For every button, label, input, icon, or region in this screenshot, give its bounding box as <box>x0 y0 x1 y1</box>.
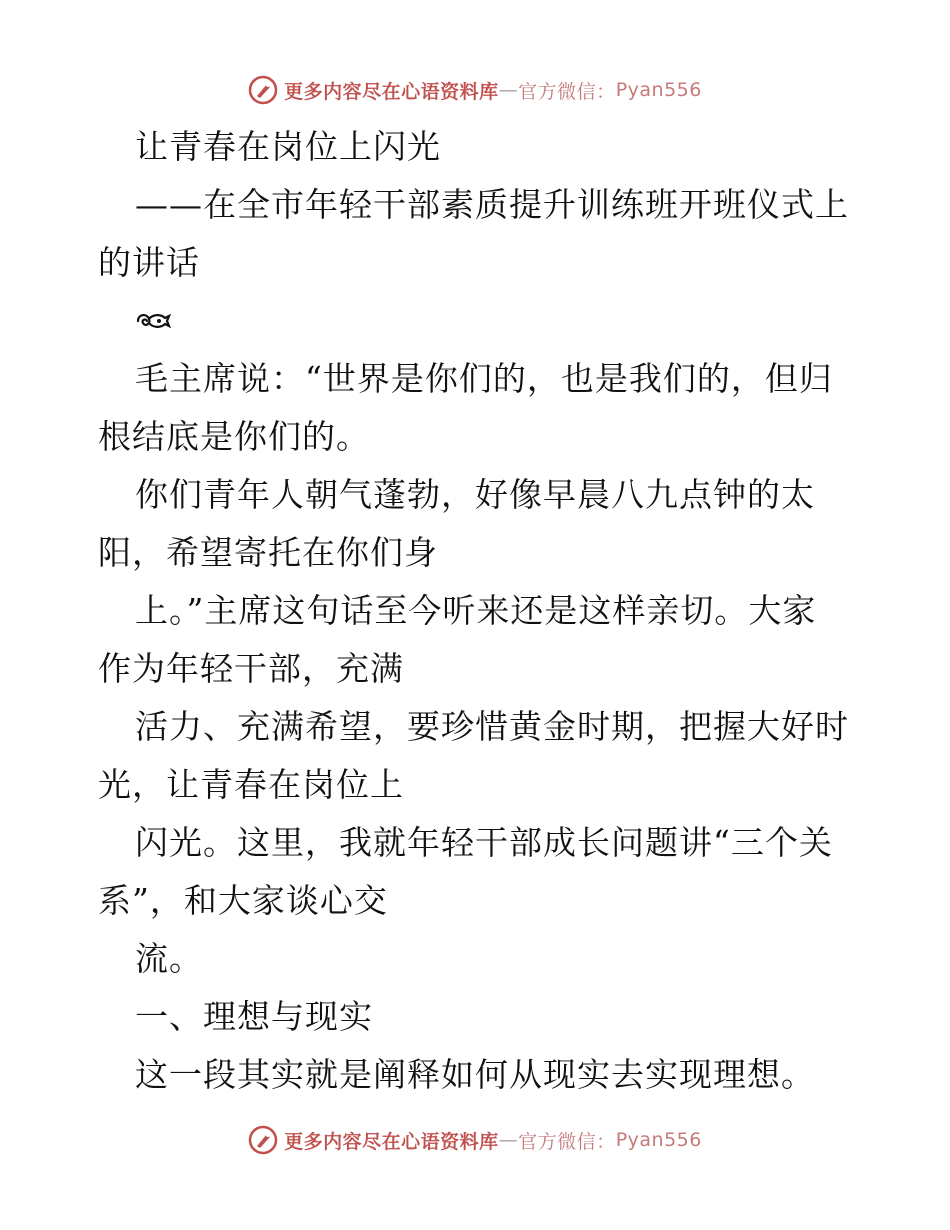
watermark-site-text: 更多内容尽在心语资料库 <box>284 80 499 103</box>
paragraph-line: 流。 <box>135 939 203 978</box>
paragraph-line: 根结底是你们的。 <box>98 417 370 456</box>
pen-nib-logo-icon <box>248 1125 278 1155</box>
paragraph-line: 作为年轻干部，充满 <box>98 649 404 688</box>
pen-nib-logo-icon <box>248 75 278 105</box>
watermark-handle: Pyan556 <box>615 1129 702 1151</box>
document-subtitle-line2: 的讲话 <box>98 243 200 282</box>
fleuron-icon <box>135 310 171 332</box>
document-subtitle-line1: ——在全市年轻干部素质提升训练班开班仪式上 <box>135 185 849 224</box>
watermark-separator: — <box>498 1129 519 1151</box>
paragraph-line: 系”，和大家谈心交 <box>98 881 388 920</box>
paragraph-line: 活力、充满希望，要珍惜黄金时期，把握大好时 <box>135 707 849 746</box>
header-watermark <box>0 70 950 110</box>
section-text: 这一段其实就是阐释如何从现实去实现理想。 <box>135 1055 815 1094</box>
footer-watermark <box>0 1120 950 1160</box>
paragraph-line: 阳，希望寄托在你们身 <box>98 533 438 572</box>
document-body <box>98 118 858 1104</box>
paragraph-line: 上。”主席这句话至今听来还是这样亲切。大家 <box>135 591 817 630</box>
ornament-row <box>98 292 858 350</box>
watermark-handle: Pyan556 <box>615 79 702 101</box>
document-title: 让青春在岗位上闪光 <box>135 127 441 166</box>
watermark-contact-text: 官方微信： <box>518 1130 616 1153</box>
paragraph-line: 光，让青春在岗位上 <box>98 765 404 804</box>
paragraph-line: 闪光。这里，我就年轻干部成长问题讲“三个关 <box>135 823 833 862</box>
watermark-contact-text: 官方微信： <box>518 80 616 103</box>
paragraph-line: 你们青年人朝气蓬勃，好像早晨八九点钟的太 <box>135 475 815 514</box>
watermark-separator: — <box>498 79 519 101</box>
watermark-site-text: 更多内容尽在心语资料库 <box>284 1130 499 1153</box>
section-heading: 一、理想与现实 <box>135 997 373 1036</box>
paragraph-line: 毛主席说：“世界是你们的，也是我们的，但归 <box>135 359 833 398</box>
